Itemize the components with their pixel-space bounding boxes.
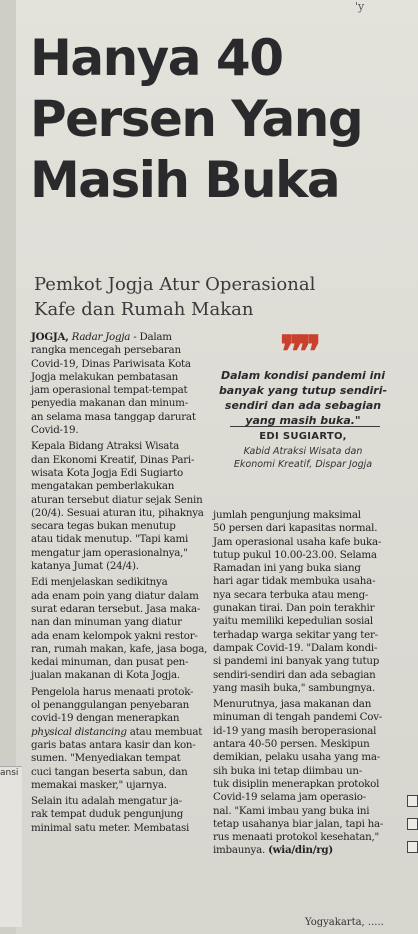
body-text: imbaunya. [213,844,269,857]
body-line: sumen. "Menyediakan tempat [31,752,181,765]
body-line: yang masih buka," sambungnya. [213,681,375,694]
body-line: antara 40-50 persen. Meskipun [213,738,370,751]
body-line: Selain itu adalah mengatur ja- [31,795,182,808]
body-line: ran, rumah makan, kafe, jasa boga, [31,642,208,655]
body-line: atau tidak menutup. "Tapi kami [31,533,189,546]
dateline-line [31,331,203,344]
pull-quote-line: banyak yang tutup sendiri- [218,384,388,397]
headline [30,28,400,211]
pull-quote-line: yang masih buka." [245,414,361,427]
body-line [213,844,391,857]
checkbox-shape [407,841,418,853]
body-line: id-19 yang masih beroperasional [213,724,377,737]
body-line: surat edaran tersebut. Jasa maka- [31,602,201,615]
body-line: minuman di tengah pandemi Cov- [213,711,383,724]
body-line: Jogja melakukan pembatasan [31,370,178,383]
body-line: yaitu memiliki kepedulian sosial [213,615,373,628]
checkbox-shape [407,795,418,807]
body-line: kedai minuman, dan pusat pen- [31,656,189,669]
author-credit: (wia/din/rg) [268,844,333,857]
quote-marks-icon: ❞❞ [280,327,316,378]
subheadline-line: Kafe dan Rumah Makan [34,299,254,320]
dateline-place: JOGJA, [31,331,69,343]
body-line: jam operasional tempat-tempat [31,384,188,397]
body-line: an selama masa tanggap darurat [31,410,196,423]
body-line: rus menaati protokol kesehatan," [213,831,380,844]
body-line: gunakan tirai. Dan poin terakhir [213,602,375,615]
article-right-column [213,509,391,858]
body-line: tetap usahanya biar jalan, tapi ha- [213,817,384,830]
body-line: dan Ekonomi Kreatif, Dinas Pari- [31,453,195,466]
pull-quote [214,368,392,428]
body-line: Edi menjelaskan sedikitnya [31,576,168,589]
body-line: Covid-19, Dinas Pariwisata Kota [31,357,191,370]
article-left-column [31,331,208,835]
body-line: ada enam kelompok yakni restor- [31,629,198,642]
body-line: cuci tangan beserta sabun, dan [31,765,188,778]
body-line: ol penanggulangan penyebaran [31,699,190,712]
adjacent-checkbox-group [407,795,418,864]
body-line: katanya Jumat (24/4). [31,560,139,573]
subheadline-line: Pemkot Jogja Atur Operasional [34,274,316,295]
body-line: Covid-19 selama jam operasio- [213,791,366,804]
body-line: sih buka ini tetap diimbau un- [213,764,363,777]
body-line: minimal satu meter. Membatasi [31,821,190,834]
body-line: jualan makanan di Kota Jogja. [31,669,180,682]
body-text: - Dalam [130,331,172,343]
body-line: dampak Covid-19. "Dalam kondi- [213,641,378,654]
adjacent-article-text: ansi [0,768,19,778]
checkbox-shape [407,818,418,830]
body-line: 50 persen dari kapasitas normal. [213,522,378,535]
subheadline [34,272,374,322]
physical-distancing-term: physical distancing [31,725,127,738]
quote-attribution-name: EDI SUGIARTO, [259,431,347,442]
body-line: Ramadan ini yang buka siang [213,562,361,575]
body-line: mengatur jam operasionalnya," [31,546,188,559]
headline-line: Persen Yang [30,90,363,148]
headline-line: Masih Buka [30,151,340,209]
body-line: nya secara terbuka atau meng- [213,588,369,601]
body-line: Jam operasional usaha kafe buka- [213,535,382,548]
body-line: rak tempat duduk pengunjung [31,808,184,821]
body-line: garis batas antara kasir dan kon- [31,738,196,751]
body-line: wisata Kota Jogja Edi Sugiarto [31,466,183,479]
body-line: si pandemi ini banyak yang tutup [213,655,380,668]
body-line: tuk disiplin menerapkan protokol [213,777,380,790]
body-line: Menurutnya, jasa makanan dan [213,698,372,711]
headline-line: Hanya 40 [30,29,283,87]
dateline-source: Radar Jogja [71,331,131,343]
body-text: atau membuat [126,725,203,738]
body-line: aturan tersebut diatur sejak Senin [31,493,203,506]
body-line: penyedia makanan dan minum- [31,397,188,410]
body-line: rangka mencegah persebaran [31,344,181,357]
adjacent-article-strip [0,766,22,927]
body-line: Pengelola harus menaati protok- [31,685,194,698]
quote-attribution-title [214,446,392,471]
quote-divider [230,426,380,427]
body-line: nan dan minuman yang diatur [31,616,182,629]
body-line: memakai masker," ujarnya. [31,778,167,791]
body-line: Covid-19. [31,424,79,437]
body-line: nal. "Kami imbau yang buka ini [213,804,370,817]
body-line [31,726,203,739]
body-line: Kepala Bidang Atraksi Wisata [31,440,179,453]
pull-quote-line: sendiri dan ada sebagian [224,399,382,412]
body-line: ada enam poin yang diatur dalam [31,589,199,602]
body-line: tutup pukul 10.00-23.00. Selama [213,548,377,561]
body-line: (20/4). Sesuai aturan itu, pihaknya [31,506,204,519]
attribution-title-line: Ekonomi Kreatif, Dispar Jogja [233,458,373,470]
body-line: terhadap warga sekitar yang ter- [213,628,378,641]
body-line: sendiri-sendiri dan ada sebagian [213,668,376,681]
top-edge-text: 'y [355,0,365,13]
body-line: hari agar tidak membuka usaha- [213,575,376,588]
body-line: covid-19 dengan menerapkan [31,712,180,725]
footer-text: Yogyakarta, ..... [305,917,384,928]
pull-quote-line: Dalam kondisi pandemi ini [220,369,386,382]
body-line: jumlah pengunjung maksimal [213,509,361,521]
attribution-title-line: Kabid Atraksi Wisata dan [243,446,363,457]
body-line: demikian, pelaku usaha yang ma- [213,751,381,764]
body-line: mengatakan pemberlakukan [31,480,175,493]
body-line: secara tegas bukan menutup [31,520,176,533]
